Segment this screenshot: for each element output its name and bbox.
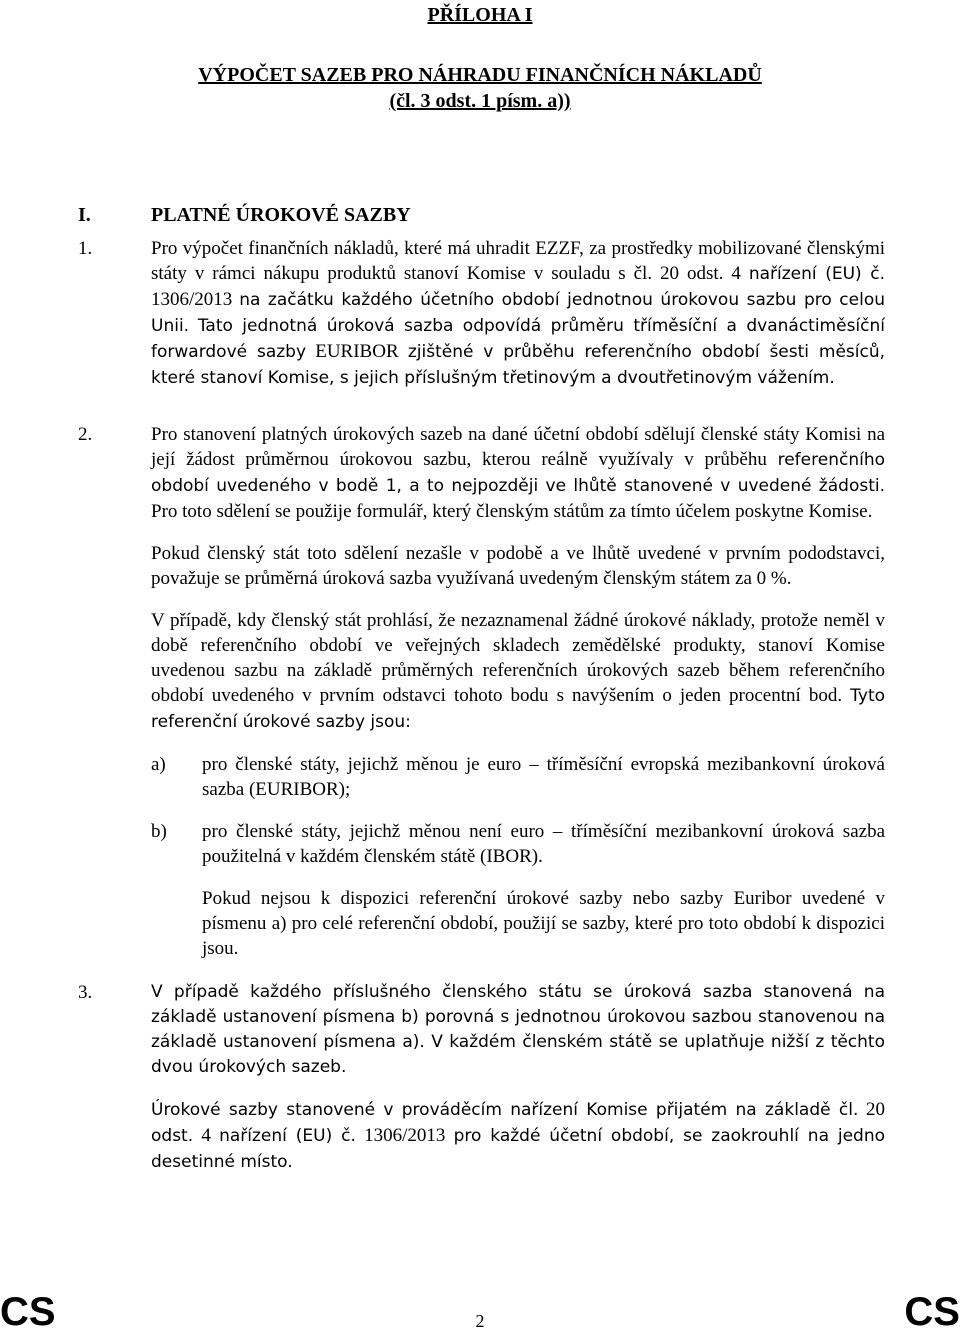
item-1-paragraph [151, 236, 885, 391]
annex-subtitle-line1: VÝPOČET SAZEB PRO NÁHRADU FINANČNÍCH NÁKLADŮ [198, 64, 762, 86]
sub-item-a-label: a) [151, 754, 166, 775]
sub-item-a [151, 752, 885, 802]
item-1-text-b: nařízení (EU) č. [748, 264, 885, 284]
item-3-p2-text-d: 4 [201, 1125, 211, 1146]
item-2-paragraph-3 [151, 608, 885, 735]
item-3-paragraph-1: V případě každého příslušného členského státu se úroková sazba stanovená na základě ustanovení písmena b) porovná s jednotnou úrokovou sazbou stanovenou na základě ustanovení písmena a). V každém členském státě se uplatňuje nižší z těchto dvou úrokových sazeb. [151, 982, 885, 1077]
annex-subtitle-line2: (čl. 3 odst. 1 písm. a)) [389, 90, 571, 112]
item-3-p2-text-g: pro každé účetní období, se zaokrouhlí na jedno desetinné místo. [151, 1126, 886, 1172]
item-1-body [151, 236, 885, 391]
item-2-label: 2. [78, 424, 93, 445]
item-2-paragraph-2: Pokud členský stát toto sdělení nezašle v podobě a ve lhůtě uvedené v prvním pododstavci, považuje se průměrná úroková sazba využívaná uvedeným členským státem za 0 %. [151, 543, 885, 589]
annex-title: PŘÍLOHA I [427, 4, 533, 26]
item-1-text-c: 1306/2013 [151, 289, 233, 310]
section-title: PLATNÉ ÚROKOVÉ SAZBY [151, 204, 411, 226]
item-3-p2-text-b: 20 [866, 1099, 885, 1120]
item-3-body [151, 980, 885, 1175]
item-2-p3-text-a: V případě, kdy členský stát prohlásí, že nezaznamenal žádné úrokové náklady, protože neměl v době referenčního období ve veřejných skladech zemědělské produkty, stanoví Komise uvedenou sazbu na základě průměrných referenčních úrokových sazeb během referenčního období uvedeného v prvním odstavci tohoto bodu s navýšením o jeden procentní bod. [151, 610, 885, 706]
sub-item-a-text: pro členské státy, jejichž měnou je euro – tříměsíční evropská mezibankovní úroková sazba (EURIBOR); [202, 754, 885, 800]
item-3-p2-text-c: odst. [151, 1126, 194, 1146]
item-3-p2-text-f: 1306/2013 [364, 1125, 446, 1146]
numbered-item-2 [78, 422, 885, 978]
footer-page-number: 2 [475, 1311, 485, 1331]
numbered-item-3 [78, 980, 885, 1192]
item-3-p2-text-e: nařízení (EU) č. [219, 1126, 356, 1146]
item-1-label: 1. [78, 238, 93, 259]
item-1-text-f: EURIBOR [315, 341, 399, 362]
item-3-p2-text-a: Úrokové sazby stanovené v prováděcím nařízení Komise přijatém na základě čl. [151, 1100, 859, 1120]
sub-item-b-text: pro členské státy, jejichž měnou není euro – tříměsíční mezibankovní úroková sazba použitelná v každém členském státě (IBOR). [202, 821, 885, 867]
item-1-text-e: Tato jednotná úroková sazba odpovídá průměru tříměsíční a dvanáctiměsíční forwardové sazby [151, 316, 885, 362]
item-3-paragraph-2 [151, 1097, 885, 1175]
item-2-paragraph-1 [151, 422, 885, 524]
section-number: I. [78, 204, 91, 226]
sub-item-b [151, 819, 885, 869]
item-1-text-a: Pro výpočet finančních nákladů, které má uhradit EZZF, za prostředky mobilizované členskými státy v rámci nákupu produktů stanoví Komise v souladu s čl. 20 odst. 4 [151, 238, 885, 284]
item-2-p1-text-c: Pro toto sdělení se použije formulář, který členským státům za tímto účelem poskytne Komise. [151, 501, 873, 522]
item-2-p3-text-b: Tyto referenční úrokové sazby jsou: [151, 686, 886, 732]
sub-item-b-continuation: Pokud nejsou k dispozici referenční úrokové sazby nebo sazby Euribor uvedené v písmenu a) pro celé referenční období, použijí se sazby, které pro toto období k dispozici jsou. [202, 888, 885, 959]
numbered-item-1 [78, 236, 885, 408]
section-heading [78, 204, 411, 227]
sub-item-b-label: b) [151, 821, 167, 842]
item-2-p1-text-b: referenčního období uvedeného v bodě 1, a to nejpozději ve lhůtě stanovené v uvedené žádosti. [151, 450, 885, 496]
item-1-text-d: na začátku každého účetního období jednotnou úrokovou sazbu pro celou Unii. [151, 290, 886, 336]
item-1-text-g: zjištěné v průběhu referenčního období šesti měsíců, které stanoví Komise, s jejich příslušným třetinovým a dvoutřetinovým vážením. [151, 342, 886, 388]
footer-language-code-left: CS [0, 1290, 56, 1334]
item-2-body [151, 422, 885, 961]
footer-language-code-right: CS [904, 1290, 960, 1334]
item-2-p1-text-a: Pro stanovení platných úrokových sazeb na dané účetní období sdělují členské státy Komisi na její žádost průměrnou úrokovou sazbu, kterou reálně využívaly v průběhu [151, 424, 885, 470]
item-3-label: 3. [78, 982, 93, 1003]
